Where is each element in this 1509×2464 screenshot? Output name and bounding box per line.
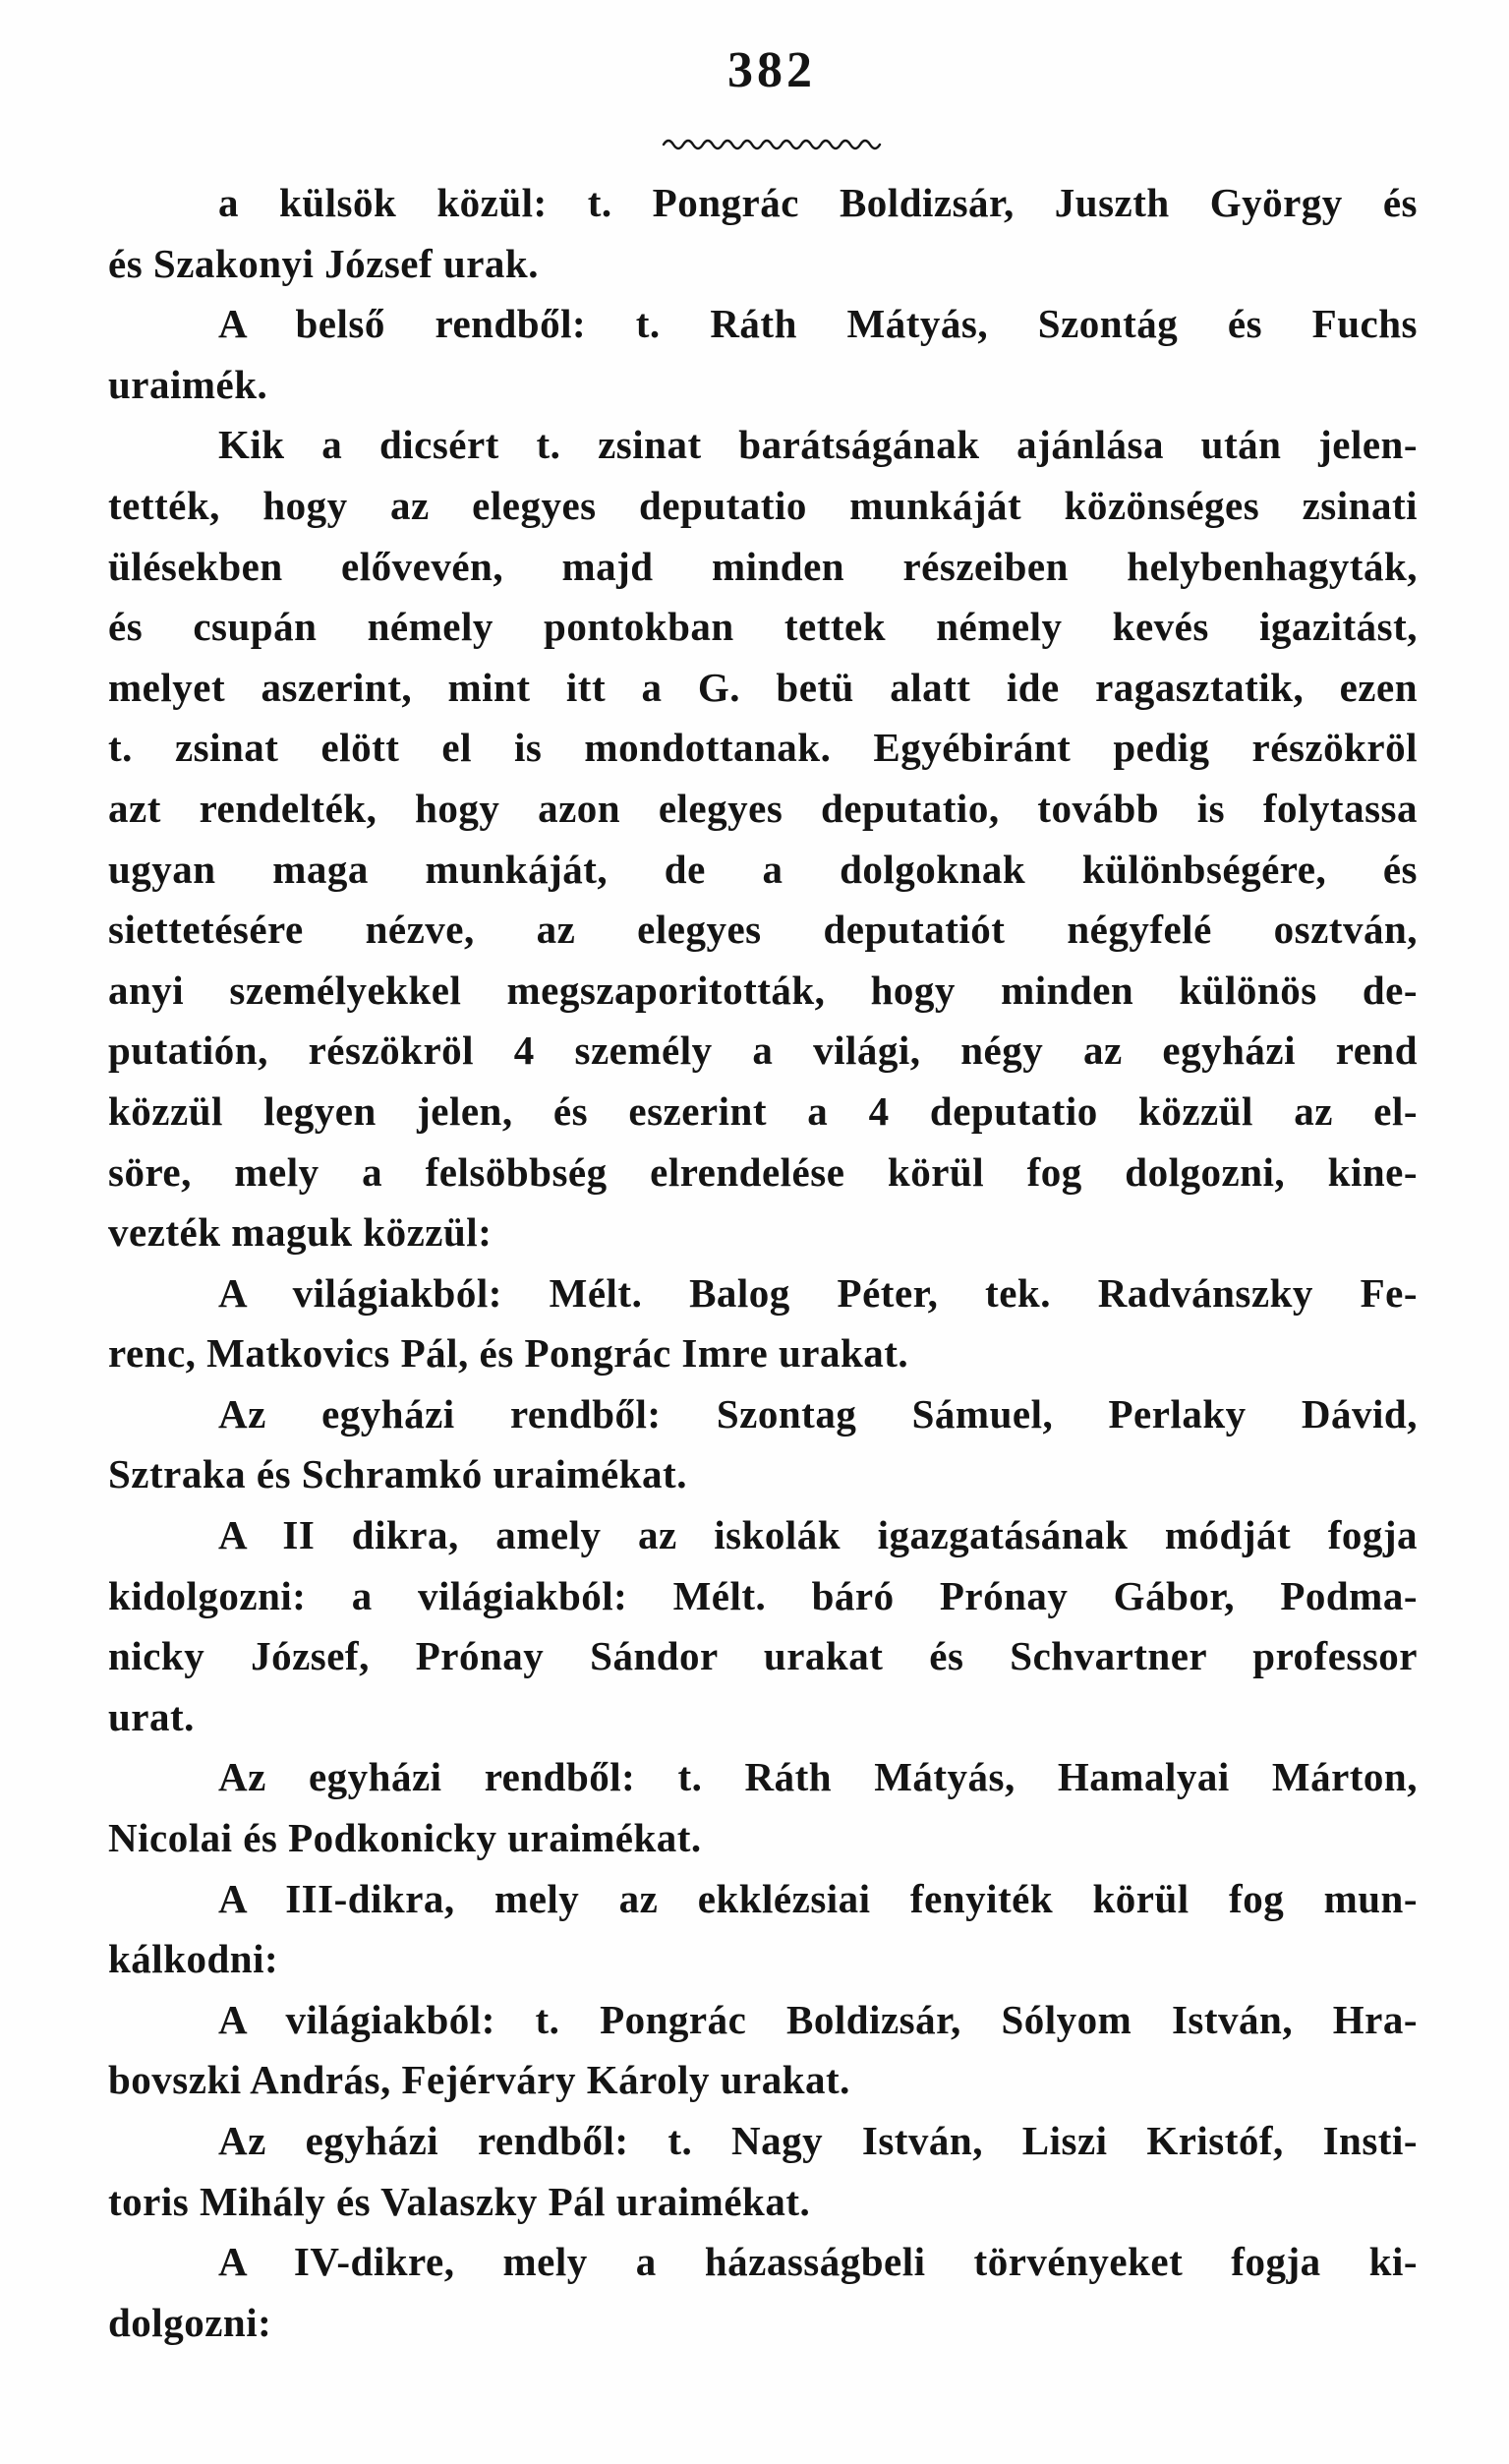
text-line: uraimék. [108,361,268,407]
text-line: t. zsinat elött el is mondottanak. Egyébiránt pedig részökröl [108,725,1418,771]
text-line: Az egyházi rendből: t. Nagy István, Liszi Kristóf, Insti- [218,2118,1418,2163]
text-line: és Szakonyi József urak. [108,240,539,286]
text-line: melyet aszerint, mint itt a G. betü alatt ide ragasztatik, ezen [108,664,1418,710]
text-line: Kik a dicsért t. zsinat barátságának ajánlása után jelen- [218,422,1418,468]
text-line: Sztraka és Schramkó uraimékat. [108,1451,687,1497]
text-line: dolgozni: [108,2299,272,2345]
text-line: és csupán némely pontokban tettek némely kevés igazitást, [108,604,1418,650]
paragraph [108,2111,1418,2232]
text-line: A IV-dikre, mely a házasságbeli törvényeket fogja ki- [218,2239,1418,2285]
paragraph [108,1990,1418,2111]
paragraph [108,1384,1418,1505]
text-line: putatión, részökröl 4 személy a világi, négy az egyházi rend [108,1027,1418,1074]
text-line: A világiakból: t. Pongrác Boldizsár, Sólyom István, Hra- [218,1996,1418,2042]
text-line: A II dikra, amely az iskolák igazgatásának módját fogja [218,1512,1418,1558]
text-line: toris Mihály és Valaszky Pál uraimékat. [108,2178,811,2224]
text-line: közzül legyen jelen, és eszerint a 4 deputatio közzül az el- [108,1087,1418,1134]
text-line: A világiakból: Mélt. Balog Péter, tek. Radvánszky Fe- [218,1269,1418,1316]
text-line: azt rendelték, hogy azon elegyes deputatio, tovább is folytassa [108,785,1418,831]
paragraph [108,415,1418,1262]
page-number: 382 [727,42,816,98]
text-line: söre, mely a felsöbbség elrendelése körül fog dolgozni, kine- [108,1148,1418,1195]
paragraph [108,1869,1418,1990]
text-line: nicky József, Prónay Sándor urakat és Schvartner professor [108,1633,1418,1679]
page-header [688,42,855,98]
text-line: tették, hogy az elegyes deputatio munkáját közönséges zsinati [108,482,1418,528]
paragraph [108,173,1418,294]
text-line: A III-dikra, mely az ekklézsiai fenyiték körül fog mun- [218,1875,1418,1921]
paragraph [108,1505,1418,1747]
paragraph [108,2232,1418,2353]
text-line: kidolgozni: a világiakból: Mélt. báró Prónay Gábor, Podma- [108,1572,1418,1618]
squiggle-underline-icon [661,136,887,151]
text-line: Nicolai és Podkonicky uraimékat. [108,1815,702,1861]
text-line: bovszki András, Fejérváry Károly urakat. [108,2057,850,2103]
text-line: ülésekben elővevén, majd minden részeiben helybenhagyták, [108,543,1418,589]
text-line: siettetésére nézve, az elegyes deputatiót négyfelé osztván, [108,907,1418,953]
text-block [108,173,1418,2353]
text-line: Az egyházi rendből: Szontag Sámuel, Perlaky Dávid, [218,1390,1418,1437]
text-line: urat. [108,1693,195,1739]
text-line: ugyan maga munkáját, de a dolgoknak különbségére, és [108,846,1418,892]
text-line: kálkodni: [108,1936,279,1982]
text-line: a külsök közül: t. Pongrác Boldizsár, Juszth György és [218,180,1418,225]
text-line: renc, Matkovics Pál, és Pongrác Imre urakat. [108,1330,909,1377]
text-line: vezték maguk közzül: [108,1209,493,1256]
text-line: A belső rendből: t. Ráth Mátyás, Szontág és Fuchs [218,301,1418,347]
text-line: anyi személyekkel megszaporitották, hogy minden különös de- [108,967,1418,1013]
text-line: Az egyházi rendből: t. Ráth Mátyás, Hamalyai Márton, [218,1754,1418,1800]
paragraph [108,294,1418,415]
paragraph [108,1747,1418,1868]
paragraph [108,1263,1418,1384]
